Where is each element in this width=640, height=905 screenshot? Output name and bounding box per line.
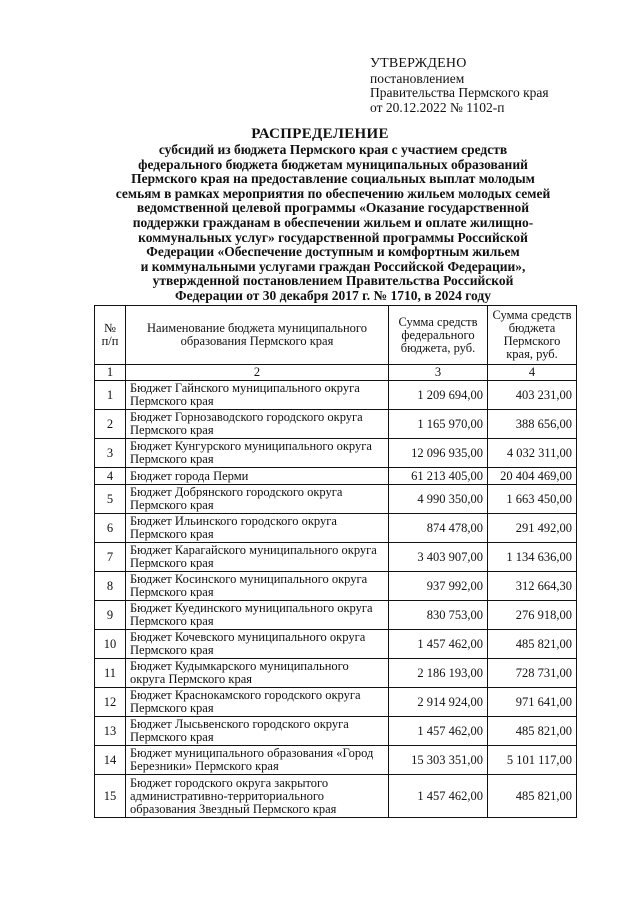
row-number: 14 (95, 746, 126, 775)
row-number: 12 (95, 688, 126, 717)
column-number: 4 (488, 365, 577, 381)
subtitle-line: субсидий из бюджета Пермского края с участием средств (158, 142, 508, 157)
budget-name: Бюджет города Перми (126, 468, 389, 485)
document-title: РАСПРЕДЕЛЕНИЕ (251, 126, 389, 142)
budget-name: Бюджет Косинского муниципального округа Пермского края (126, 572, 389, 601)
table-header-row (95, 306, 577, 365)
approval-line: постановлением (370, 70, 465, 86)
approval-line: от 20.12.2022 № 1102-п (370, 99, 505, 115)
subtitle-line: Пермского края на предоставление социальных выплат молодым (131, 171, 535, 187)
subtitle-line: ведомственной целевой программы «Оказание государственной (136, 200, 530, 216)
budget-name: Бюджет городского округа закрытого административно-территориального образования Звездный Пермского края (126, 775, 389, 818)
row-number: 1 (95, 381, 126, 410)
row-number: 4 (95, 468, 126, 485)
federal-sum: 1 457 462,00 (389, 775, 488, 818)
row-number: 15 (95, 775, 126, 818)
federal-sum: 1 457 462,00 (389, 717, 488, 746)
federal-sum: 3 403 907,00 (389, 543, 488, 572)
table-row (95, 746, 577, 775)
row-number: 2 (95, 410, 126, 439)
table-row (95, 659, 577, 688)
budget-name: Бюджет Добрянского городского округа Пермского края (126, 485, 389, 514)
table-row (95, 630, 577, 659)
subtitle-line: Федерации «Обеспечение доступным и комфортным жильем (146, 244, 520, 260)
document-subtitle (88, 143, 578, 304)
regional-sum: 5 101 117,00 (488, 746, 577, 775)
table-row (95, 688, 577, 717)
regional-sum: 388 656,00 (488, 410, 577, 439)
row-number: 8 (95, 572, 126, 601)
regional-sum: 276 918,00 (488, 601, 577, 630)
approval-block (370, 57, 549, 115)
table-row (95, 572, 577, 601)
budget-name: Бюджет Лысьвенского городского округа Пермского края (126, 717, 389, 746)
federal-sum: 4 990 350,00 (389, 485, 488, 514)
table-row (95, 543, 577, 572)
federal-sum: 15 303 351,00 (389, 746, 488, 775)
table-row (95, 717, 577, 746)
row-number: 3 (95, 439, 126, 468)
budget-name: Бюджет Краснокамского городского округа Пермского края (126, 688, 389, 717)
approval-heading: УТВЕРЖДЕНО (370, 56, 467, 71)
header-federal-sum: Сумма средств федерального бюджета, руб. (389, 306, 488, 365)
distribution-table (94, 305, 577, 818)
header-regional-sum: Сумма средств бюджета Пермского края, руб. (488, 306, 577, 365)
row-number: 5 (95, 485, 126, 514)
subtitle-line: федерального бюджета бюджетам муниципальных образований (138, 156, 528, 172)
subtitle-line: семьям в рамках мероприятия по обеспечению жильем молодых семей (115, 185, 551, 201)
regional-sum: 728 731,00 (488, 659, 577, 688)
subtitle-line: Федерации от 30 декабря 2017 г. № 1710, в 2024 году (175, 287, 491, 303)
federal-sum: 830 753,00 (389, 601, 488, 630)
approval-line: Правительства Пермского края (370, 85, 549, 100)
table-row (95, 468, 577, 485)
regional-sum: 4 032 311,00 (488, 439, 577, 468)
subtitle-line: поддержки гражданам в обеспечении жильем и оплате жилищно- (132, 214, 534, 230)
row-number: 10 (95, 630, 126, 659)
header-number: № п/п (95, 306, 126, 365)
table-row (95, 439, 577, 468)
budget-name: Бюджет Горнозаводского городского округа Пермского края (126, 410, 389, 439)
table-row (95, 514, 577, 543)
row-number: 7 (95, 543, 126, 572)
subtitle-line: и коммунальными услугами граждан Российской Федерации», (140, 258, 526, 274)
budget-name: Бюджет Кудымкарского муниципального округа Пермского края (126, 659, 389, 688)
table-row (95, 775, 577, 818)
table-row (95, 485, 577, 514)
row-number: 6 (95, 514, 126, 543)
regional-sum: 485 821,00 (488, 775, 577, 818)
budget-name: Бюджет Ильинского городского округа Пермского края (126, 514, 389, 543)
budget-name: Бюджет муниципального образования «Город Березники» Пермского края (126, 746, 389, 775)
row-number: 9 (95, 601, 126, 630)
budget-name: Бюджет Карагайского муниципального округа Пермского края (126, 543, 389, 572)
column-number: 1 (95, 365, 126, 381)
federal-sum: 12 096 935,00 (389, 439, 488, 468)
regional-sum: 971 641,00 (488, 688, 577, 717)
regional-sum: 291 492,00 (488, 514, 577, 543)
regional-sum: 403 231,00 (488, 381, 577, 410)
regional-sum: 312 664,30 (488, 572, 577, 601)
federal-sum: 937 992,00 (389, 572, 488, 601)
subtitle-line: коммунальных услуг» государственной программы Российской (138, 229, 528, 245)
regional-sum: 485 821,00 (488, 630, 577, 659)
budget-name: Бюджет Куединского муниципального округа Пермского края (126, 601, 389, 630)
regional-sum: 485 821,00 (488, 717, 577, 746)
federal-sum: 1 457 462,00 (389, 630, 488, 659)
row-number: 11 (95, 659, 126, 688)
regional-sum: 1 134 636,00 (488, 543, 577, 572)
table-row (95, 601, 577, 630)
regional-sum: 20 404 469,00 (488, 468, 577, 485)
federal-sum: 1 209 694,00 (389, 381, 488, 410)
budget-name: Бюджет Кочевского муниципального округа Пермского края (126, 630, 389, 659)
header-budget-name: Наименование бюджета муниципального образования Пермского края (126, 306, 389, 365)
budget-name: Бюджет Кунгурского муниципального округа Пермского края (126, 439, 389, 468)
column-number: 3 (389, 365, 488, 381)
column-number-row (95, 365, 577, 381)
budget-name: Бюджет Гайнского муниципального округа Пермского края (126, 381, 389, 410)
federal-sum: 1 165 970,00 (389, 410, 488, 439)
subtitle-line: утвержденной постановлением Правительства Российской (152, 273, 514, 289)
federal-sum: 2 186 193,00 (389, 659, 488, 688)
regional-sum: 1 663 450,00 (488, 485, 577, 514)
federal-sum: 61 213 405,00 (389, 468, 488, 485)
column-number: 2 (126, 365, 389, 381)
federal-sum: 874 478,00 (389, 514, 488, 543)
federal-sum: 2 914 924,00 (389, 688, 488, 717)
row-number: 13 (95, 717, 126, 746)
table-row (95, 381, 577, 410)
table-row (95, 410, 577, 439)
